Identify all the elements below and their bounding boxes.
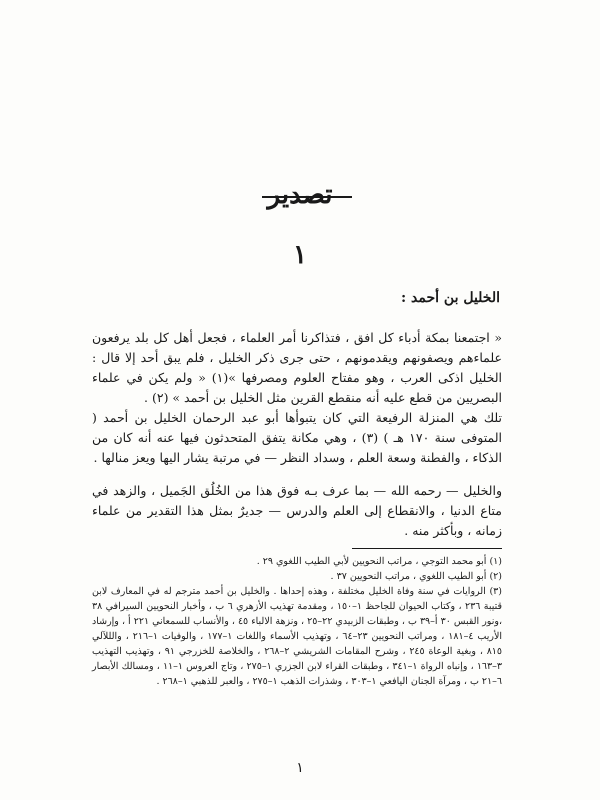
paragraph: « اجتمعنا بمكة أدباء كل افق ، فتذاكرنا أمر العلماء ، فجعل أهل كل بلد يرفعون علماءهم ويصفونهم ويقدمونهم ، حتى جرى ذكر الخليل ، فلم يبق أحد إلا قال : الخليل اذكى العرب ، وهو مفتاح العلوم ومصرفها »(١) « ولم يكن في علماء البصريين من قطع عليه أنه منقطع القرين مثل الخليل بن أحمد » (٢) . <box>92 330 502 405</box>
footnote: (١) أبو محمد التوجي ، مراتب النحويين لأبي الطيب اللغوي ٢٩ . <box>256 556 502 567</box>
page-title: تصدير <box>267 180 333 210</box>
section-number: ١ <box>293 240 307 270</box>
footnote-separator <box>352 548 502 549</box>
footnotes-list <box>92 554 502 689</box>
paragraph: والخليل — رحمه الله — بما عرف بـه فوق هذا من الخُلُق الجَميل ، والزهد في متاع الدنيا ، والانقطاع إلى العلم والدرس — جديرٌ بمثل هذا التقدير من علماء زمانه ، وبأكثر منه . <box>92 483 502 538</box>
section-heading: الخليل بن أحمد : <box>401 290 500 306</box>
page-number: ١ <box>296 760 304 776</box>
paragraph: تلك هي المنزلة الرفيعة التي كان يتبوأها أبو عبد الرحمان الخليل بن أحمد ( المتوفى سنة ١٧٠ هـ ) (٣) ، وهي مكانة يتفق المتحدثون فيها عنه أنه كان من الذكاء ، والفطنة وسعة العلم ، وسداد النظر — في مرتبة يشار اليها ويعز منالها . <box>92 410 502 465</box>
footnote: (٢) أبو الطيب اللغوي ، مراتب النحويين ٣٧ . <box>330 571 502 582</box>
title-underline <box>262 196 352 198</box>
footnote: (٣) الروايات في سنة وفاة الخليل مختلفة ، وهذه إحداها . والخليل بن أحمد مترجم له في المعارف لابن قتيبة ٢٣٦ ، وكتاب الحيوان للجاحظ ١–١٥٠ ، ومقدمة تهذيب الأزهري ٦ ب ، وأخبار النحويين السيرافي ٣٨ ،ونور القبس ٣٠ أ–٣٩ ب ، وطبقات الزبيدي ٢٢–٢٥ ، ونزهة الالباء ٤٥ ، والأنساب للسمعاني ٢٢١ أ ، وإرشاد الأريب ٤–١٨١ ، ومراتب النحويين ٢٣–٦٤ ، وتهذيب الأسماء واللغات ١–١٧٧ ، والوفيات ١–٢١٦ ، والللآلي ٨١٥ ، وبغية الوعاة ٢٤٥ ، وشرح المقامات الشريشي ٢–٢٦٨ ، والخلاصة للخزرجي ٩١ ، وتهذيب التهذيب ٣–١٦٣ ، وإنباه الرواة ١–٣٤١ ، وطبقات القراء لابن الجزري ١–٢٧٥ ، وتاج العروس ١–١١ ، ومسالك الأبصار ٦–٢١ ب ، ومرآة الجنان اليافعي ١–٣٠٣ ، وشذرات الذهب ١–٢٧٥ ، والعبر للذهبي ١–٢٦٨ . <box>92 586 503 687</box>
